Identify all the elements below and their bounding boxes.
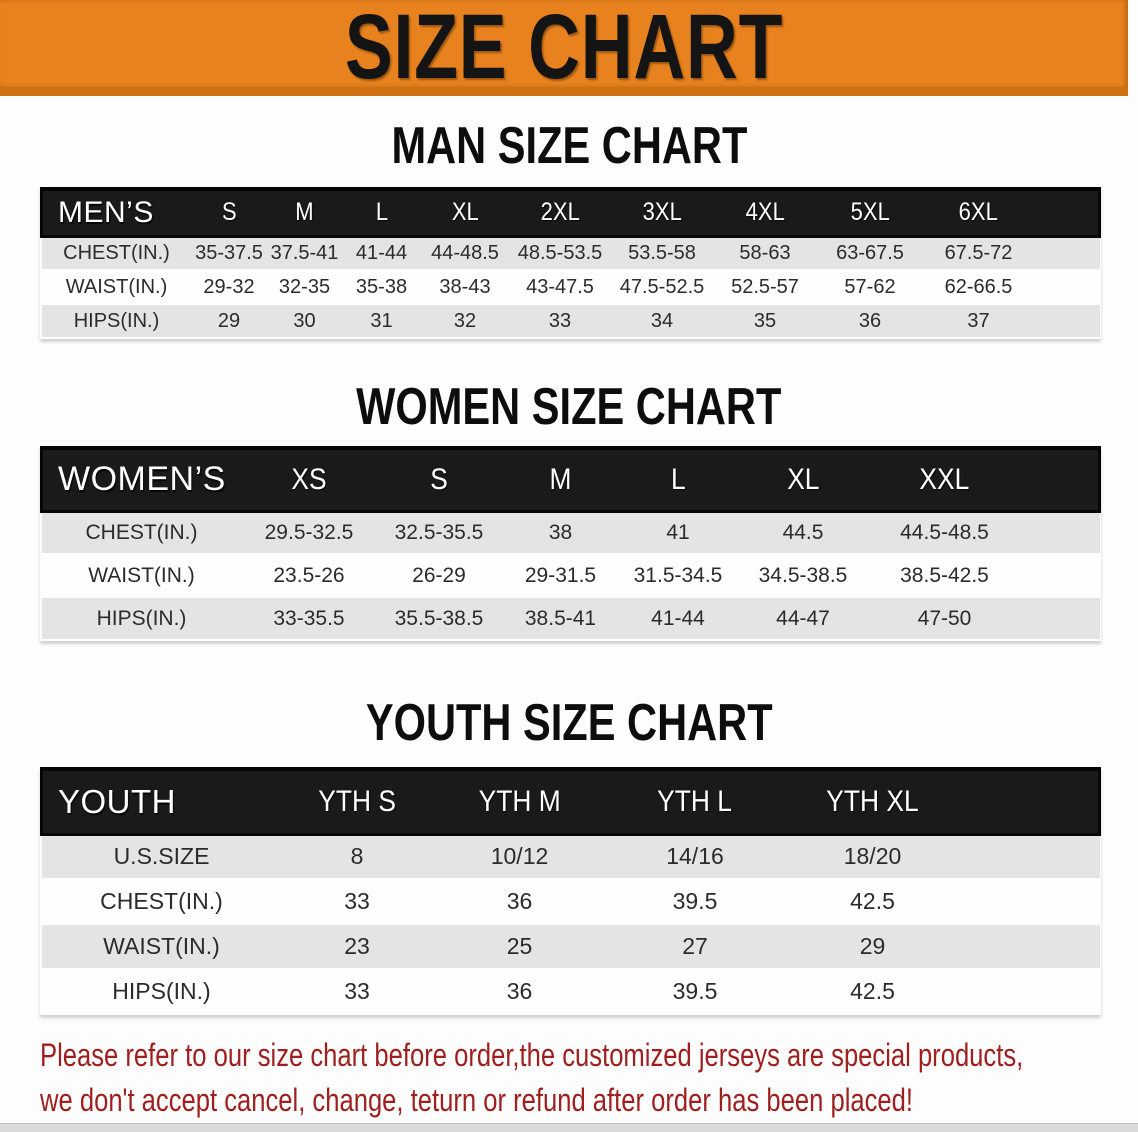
women-size-column-header-2 [502,448,620,511]
men-size-column-label: XL [451,198,479,227]
men-size-value: 37.5-41 [270,241,339,264]
women-header-row [42,448,1100,511]
men-size-value: 35-38 [355,275,408,298]
men-size-value: 67.5-72 [944,241,1013,264]
men-size-value: 44-48.5 [431,241,499,264]
men-corner-label: MEN’S [42,189,192,236]
men-size-column-header-7 [817,189,924,236]
youth-size-value: 42.5 [850,888,895,914]
men-size-value: 35 [753,309,777,332]
women-size-column-header-1 [377,448,502,511]
youth-size-value: 33 [344,978,370,1004]
section-youth [0,695,1138,1015]
youth-row-spacer [962,924,1100,969]
women-measurement-row-2 [42,597,1100,640]
disclaimer [40,1033,1138,1123]
men-row-spacer [1034,236,1100,270]
youth-size-column-label: YTH L [657,784,733,818]
youth-size-value: 39.5 [672,888,718,914]
women-size-value: 33-35.5 [273,606,345,630]
men-row-label: WAIST(IN.) [65,275,168,298]
men-measurement-row-2 [42,304,1100,338]
youth-size-value: 10/12 [490,843,549,870]
men-size-value: 57-62 [844,275,896,298]
youth-size-column-label: YTH M [478,784,561,818]
women-section-heading [0,379,1138,435]
youth-size-value: 8 [350,843,364,870]
men-size-value: 32 [453,309,477,332]
men-size-value: 53.5-58 [628,241,696,264]
youth-size-value: 25 [506,933,533,959]
women-row-spacer [1020,511,1100,554]
youth-row-label: CHEST(IN.) [100,888,223,914]
women-size-value: 29.5-32.5 [264,520,354,544]
women-measurement-row-1 [42,554,1100,597]
youth-size-table [40,767,1101,1015]
women-size-column-label: M [549,462,572,496]
men-row-spacer [1034,270,1100,304]
women-size-column-label: XXL [919,462,970,496]
women-row-label: CHEST(IN.) [85,520,198,544]
women-size-column-label: L [670,462,686,496]
men-size-column-label: M [295,198,314,227]
women-size-column-label: XL [786,462,820,496]
men-size-column-header-6 [714,189,817,236]
women-size-value: 44.5 [782,520,824,544]
youth-size-value: 23 [344,933,370,959]
men-size-column-header-1 [267,189,343,236]
women-size-value: 31.5-34.5 [633,563,723,587]
men-header-row [42,189,1100,236]
men-section-heading [0,118,1138,174]
women-row-label: WAIST(IN.) [88,563,195,587]
banner-title: SIZE CHART [344,0,784,98]
youth-size-value: 29 [859,933,886,959]
youth-measurement-row-0 [42,834,1100,879]
women-size-column-label: XS [291,462,327,496]
bottom-edge-strip [0,1123,1138,1132]
men-row-spacer [1034,304,1100,338]
men-size-value: 38-43 [439,275,491,298]
men-size-value: 29 [217,309,241,332]
women-size-value: 47-50 [917,606,972,630]
men-size-value: 58-63 [739,241,791,264]
youth-row-label: HIPS(IN.) [112,978,211,1004]
men-size-column-header-8 [924,189,1034,236]
women-size-value: 23.5-26 [273,563,345,587]
men-size-value: 29-32 [203,275,255,298]
youth-row-label: U.S.SIZE [113,843,210,870]
men-size-value: 36 [858,309,882,332]
size-chart-banner [0,0,1128,96]
men-size-column-label: S [221,198,237,227]
youth-size-value: 36 [506,978,533,1004]
women-header-spacer [1020,448,1100,511]
youth-size-column-label: YTH S [318,784,396,818]
women-row-spacer [1020,554,1100,597]
youth-measurement-row-2 [42,924,1100,969]
women-size-value: 44.5-48.5 [900,520,989,544]
men-size-value: 48.5-53.5 [517,241,603,264]
women-size-value: 44-47 [776,606,830,630]
men-size-column-label: 3XL [642,198,682,227]
youth-size-value: 27 [682,933,708,959]
women-size-column-header-5 [870,448,1020,511]
men-size-value: 52.5-57 [731,275,799,298]
youth-header-spacer [962,769,1100,834]
youth-row-label: WAIST(IN.) [103,933,220,959]
women-size-value: 35.5-38.5 [394,606,484,630]
youth-size-value: 36 [506,888,533,914]
youth-measurement-row-3 [42,969,1100,1014]
men-size-value: 34 [650,309,674,332]
men-row-label: HIPS(IN.) [73,309,160,332]
men-measurement-row-0 [42,236,1100,270]
youth-size-column-header-2 [607,769,784,834]
women-size-value: 34.5-38.5 [758,563,848,587]
youth-size-value: 14/16 [666,843,724,870]
women-size-value: 38.5-41 [524,606,597,630]
women-measurement-row-0 [42,511,1100,554]
men-size-column-header-5 [611,189,714,236]
women-row-label: HIPS(IN.) [96,606,187,630]
men-size-column-header-3 [421,189,510,236]
women-row-spacer [1020,597,1100,640]
disclaimer-line-1: Please refer to our size chart before order,the customized jerseys are special products, [40,1037,1024,1073]
youth-row-spacer [962,969,1100,1014]
men-heading-text: MAN SIZE CHART [391,117,747,175]
men-size-value: 35-37.5 [195,241,263,264]
women-size-column-header-3 [620,448,737,511]
men-size-column-label: 5XL [850,198,890,227]
section-women [0,379,1138,641]
youth-size-value: 39.5 [672,978,718,1004]
men-size-column-header-4 [510,189,611,236]
men-size-value: 41-44 [355,241,408,264]
men-size-value: 63-67.5 [836,241,904,264]
women-size-value: 41 [666,520,690,544]
men-size-column-header-2 [343,189,421,236]
youth-size-column-header-0 [282,769,433,834]
women-size-column-label: S [430,462,448,496]
men-row-label: CHEST(IN.) [63,241,170,264]
women-size-value: 38 [548,520,573,544]
women-heading-text: WOMEN SIZE CHART [356,378,782,436]
women-size-table [40,446,1101,641]
men-size-value: 33 [548,309,572,332]
men-size-value: 62-66.5 [944,275,1013,298]
men-size-value: 32-35 [278,275,331,298]
disclaimer-line-2: we don't accept cancel, change, teturn or refund after order has been placed! [40,1082,913,1118]
women-size-column-header-4 [737,448,870,511]
women-size-column-header-0 [242,448,377,511]
women-corner-label: WOMEN’S [42,448,242,511]
men-size-value: 37 [967,309,990,332]
men-size-column-label: L [375,198,388,227]
men-size-column-label: 4XL [745,198,785,227]
youth-row-spacer [962,879,1100,924]
youth-section-heading [0,695,1138,751]
women-size-value: 32.5-35.5 [394,520,484,544]
men-size-column-label: 2XL [540,198,580,227]
youth-size-value: 42.5 [850,978,895,1004]
youth-header-row [42,769,1100,834]
section-men [0,118,1138,339]
men-size-value: 31 [370,309,393,332]
youth-measurement-row-1 [42,879,1100,924]
youth-size-column-header-1 [433,769,607,834]
youth-corner-label: YOUTH [42,769,282,834]
men-measurement-row-1 [42,270,1100,304]
women-size-value: 38.5-42.5 [900,563,989,587]
youth-size-value: 18/20 [843,843,902,870]
men-size-table [40,187,1101,339]
men-size-value: 43-47.5 [526,275,594,298]
youth-size-column-header-3 [784,769,962,834]
youth-row-spacer [962,834,1100,879]
men-size-value: 47.5-52.5 [619,275,705,298]
men-size-column-label: 6XL [958,198,999,227]
men-size-value: 30 [293,309,316,332]
youth-size-value: 33 [344,888,370,914]
men-header-spacer [1034,189,1100,236]
men-size-column-header-0 [192,189,267,236]
women-size-value: 41-44 [651,606,705,630]
youth-heading-text: YOUTH SIZE CHART [365,694,773,752]
women-size-value: 26-29 [412,563,466,587]
women-size-value: 29-31.5 [524,563,597,587]
youth-size-column-label: YTH XL [826,784,919,818]
